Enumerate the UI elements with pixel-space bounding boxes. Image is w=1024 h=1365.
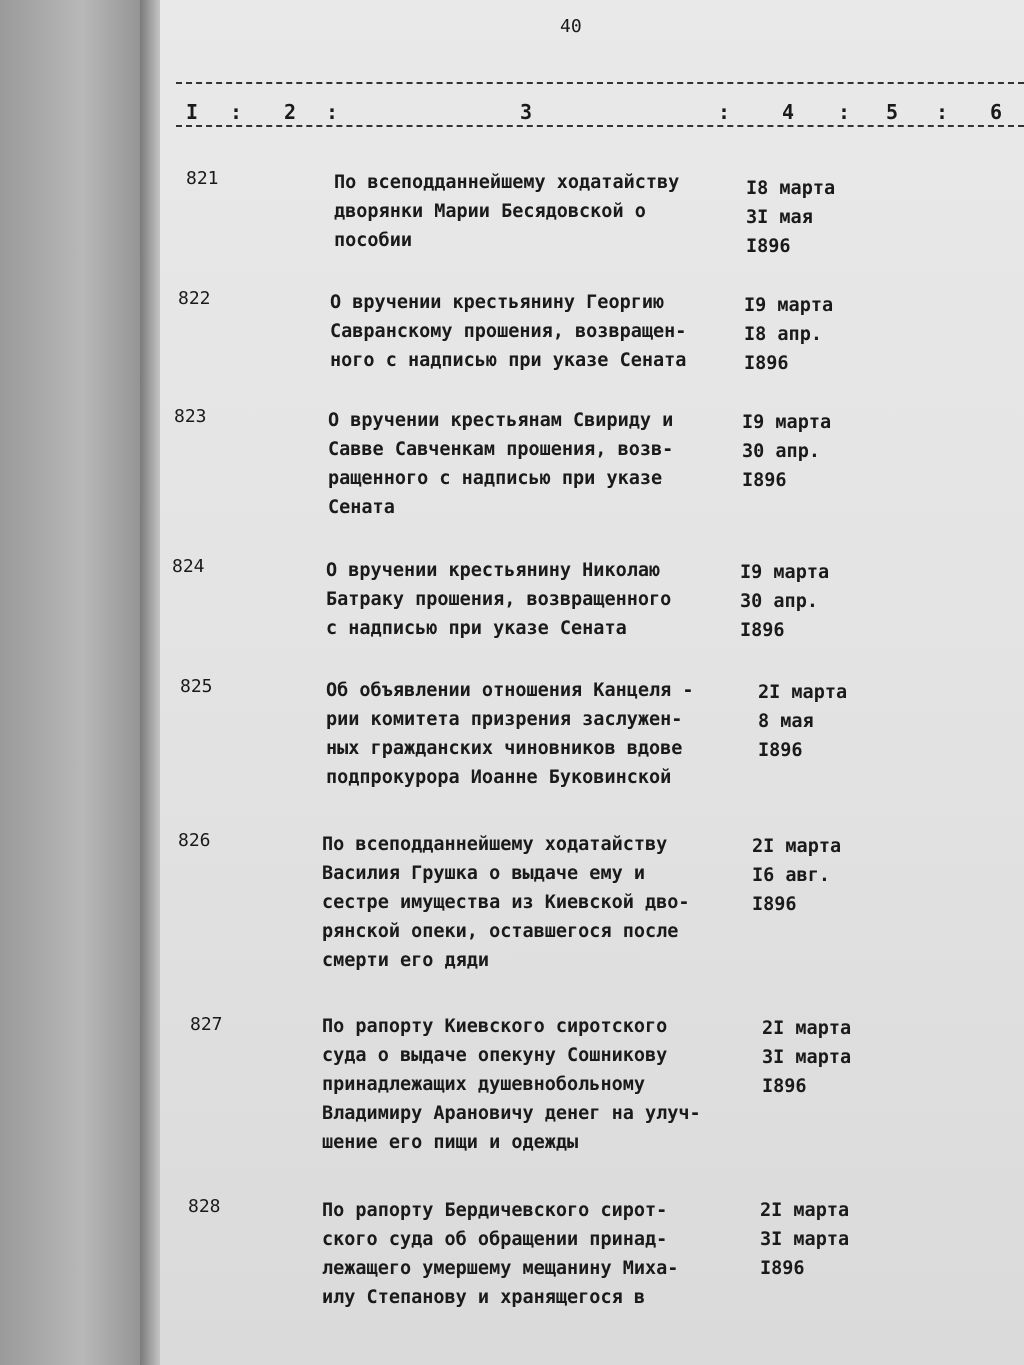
page-number: 40: [560, 16, 582, 37]
entry-description: О вручении крестьянину Георгию Савранскому прошения, возвращен- ного с надписью при указе Сената: [330, 292, 687, 371]
entry-number: 827: [190, 1014, 223, 1035]
entry-description: О вручении крестьянину Николаю Батраку прошения, возвращенного с надписью при указе Сената: [326, 560, 672, 639]
entry-description: По рапорту Бердичевского сирот- ского суда об обращении принад- лежащего умершему мещанину Миха- илу Степанову и хранящегося в: [322, 1200, 679, 1308]
entry-description: По всеподданнейшему ходатайству Василия Грушка о выдаче ему и сестре имущества из Киевской дво- рянской опеки, оставшегося после смерти его дяди: [322, 834, 690, 971]
column-header-5: 5: [886, 100, 899, 124]
entry-number: 823: [174, 406, 207, 427]
column-header-3: 3: [520, 100, 533, 124]
entry-number: 826: [178, 830, 211, 851]
header-rule-bottom: [176, 125, 1024, 127]
entry-number: 825: [180, 676, 213, 697]
column-header-6: 6: [990, 100, 1003, 124]
column-separator: :: [230, 100, 243, 124]
column-header-4: 4: [782, 100, 795, 124]
entry-number: 828: [188, 1196, 221, 1217]
entry-dates: I9 марта 30 апр. I896: [742, 412, 832, 491]
entry-description: О вручении крестьянам Свириду и Савве Савченкам прошения, возв- ращенного с надписью при указе Сената: [328, 410, 674, 518]
column-header-2: 2: [284, 100, 297, 124]
entry-dates: 2I марта 8 мая I896: [758, 682, 848, 761]
entry-dates: I8 марта 3I мая I896: [746, 178, 836, 257]
entry-description: По рапорту Киевского сиротского суда о выдаче опекуну Сошникову принадлежащих душевнобольному Владимиру Арановичу денег на улуч- шение его пищи и одежды: [322, 1016, 701, 1153]
entry-number: 824: [172, 556, 205, 577]
entry-number: 822: [178, 288, 211, 309]
entry-dates: 2I марта 3I марта I896: [762, 1018, 852, 1097]
header-rule-top: [176, 82, 1024, 84]
column-separator: :: [936, 100, 949, 124]
entry-description: По всеподданнейшему ходатайству дворянки Марии Бесядовской о пособии: [334, 172, 680, 251]
column-separator: :: [326, 100, 339, 124]
column-separator: :: [838, 100, 851, 124]
left-page-edge: [0, 0, 150, 1365]
entry-description: Об объявлении отношения Канцеля - рии комитета призрения заслужен- ных гражданских чиновников вдове подпрокурора Иоанне Буковинской: [326, 680, 694, 788]
column-header-1: I: [186, 100, 199, 124]
column-separator: :: [718, 100, 731, 124]
entry-dates: 2I марта I6 авг. I896: [752, 836, 842, 915]
entry-dates: I9 марта I8 апр. I896: [744, 295, 834, 374]
entry-number: 821: [186, 168, 219, 189]
entry-dates: I9 марта 30 апр. I896: [740, 562, 830, 641]
entry-dates: 2I марта 3I марта I896: [760, 1200, 850, 1279]
